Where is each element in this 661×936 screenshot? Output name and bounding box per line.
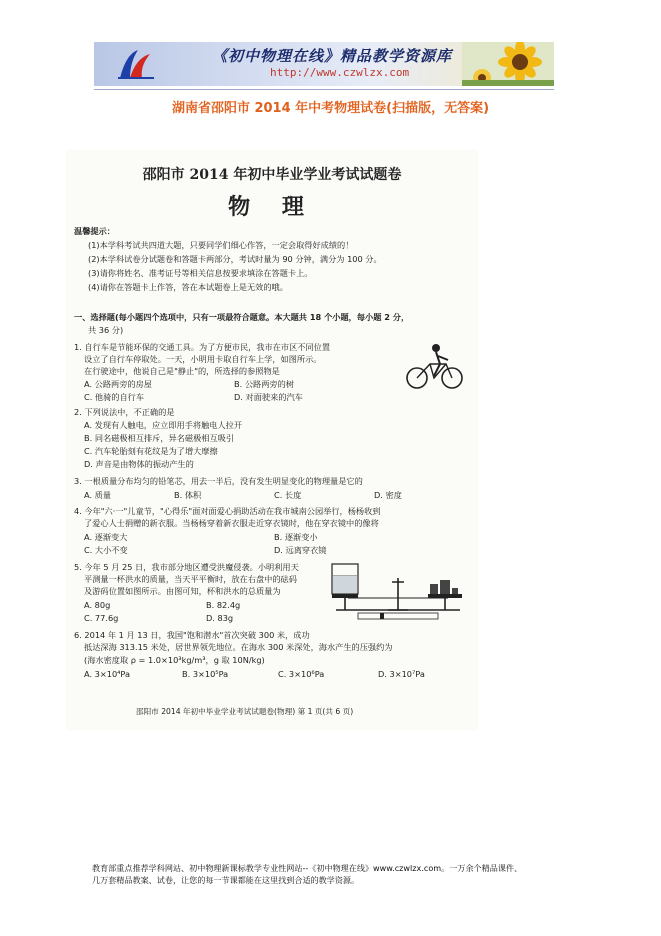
question-6-line: (海水密度取 ρ = 1.0×10³kg/m³，g 取 10N/kg): [84, 655, 265, 665]
question-4-line: 4. 今年"六·一"儿童节，"心得乐"面对面爱心捐助活动在我市城南公园举行，杨杨收到: [74, 506, 381, 516]
question-4-line: 了爱心人士捐赠的新衣服。当杨杨穿着新衣服走近穿衣镜时，他在穿衣镜中的像将: [84, 518, 379, 528]
option-d: D. 对面驶来的汽车: [234, 392, 303, 402]
option-a: A. 3×10⁴Pa: [84, 669, 131, 679]
question-1-line: 设立了自行车停取处。一天，小明用卡取自行车上学，如图所示。: [84, 354, 322, 364]
option-d: D. 83g: [206, 613, 234, 623]
tip-item: (3)请你将姓名、准考证号等相关信息按要求填涂在答题卡上。: [88, 268, 313, 278]
question-3-line: 3. 一根质量分布均匀的铅笔芯，用去一半后，没有发生明显变化的物理量是它的: [74, 476, 363, 486]
option-c: C. 汽车轮胎刻有花纹是为了增大摩擦: [84, 446, 218, 456]
option-d: D. 3×10⁷Pa: [378, 669, 425, 679]
header-divider: [94, 89, 554, 90]
banner-title: 《初中物理在线》精品教学资源库: [212, 47, 453, 65]
exam-title: 邵阳市 2014 年初中毕业学业考试试题卷: [142, 167, 402, 183]
question-1-line: 1. 自行车是节能环保的交通工具。为了方便市民，我市在市区不同位置: [74, 342, 331, 352]
option-b: B. 公路两旁的树: [234, 379, 294, 389]
option-c: C. 长度: [274, 490, 302, 500]
option-b: B. 82.4g: [206, 600, 241, 610]
option-b: B. 逐渐变小: [274, 532, 318, 542]
option-b: B. 同名磁极相互排斥，异名磁极相互吸引: [84, 433, 235, 443]
site-banner: [94, 42, 554, 86]
banner-url[interactable]: http://www.czwlzx.com: [270, 66, 410, 79]
question-5-line: 平测量一杯洪水的质量，当天平平衡时，放在右盘中的砝码: [84, 574, 297, 584]
option-b: B. 3×10⁵Pa: [182, 669, 229, 679]
option-d: D. 声音是由物体的振动产生的: [84, 459, 194, 469]
question-5-line: 5. 今年 5 月 25 日，我市部分地区遭受洪魔侵袭。小明利用天: [74, 562, 299, 572]
question-6-line: 6. 2014 年 1 月 13 日，我国"饱和潜水"首次突破 300 米，成功: [74, 630, 310, 640]
exam-subject: 物 理: [228, 194, 316, 220]
exam-page-footer: 邵阳市 2014 年初中毕业学业考试试题卷(物理) 第 1 页(共 6 页): [136, 707, 354, 716]
option-d: D. 远离穿衣镜: [274, 545, 327, 555]
question-1-line: 在行驶途中，他说自己是"静止"的，所选择的参照物是: [84, 366, 280, 376]
sunflower-image: [462, 42, 554, 86]
option-c: C. 77.6g: [84, 613, 119, 623]
tip-item: (2)本学科试卷分试题卷和答题卡两部分，考试时量为 90 分钟，满分为 100 分。: [88, 254, 382, 264]
option-a: A. 逐渐变大: [84, 532, 128, 542]
tips-heading: 温馨提示：: [74, 226, 115, 236]
footer-line: 教育部重点推荐学科网站、初中物理新课标教学专业性网站--《初中物理在线》www.czwlzx.com。一万余个精品课件、: [92, 863, 523, 873]
option-d: D. 密度: [374, 490, 402, 500]
section-heading-cont: 共 36 分): [88, 325, 124, 335]
bicycle-rider-figure: [404, 342, 466, 390]
option-a: A. 发现有人触电，应立即用手将触电人拉开: [84, 420, 243, 430]
option-c: C. 3×10⁶Pa: [278, 669, 325, 679]
option-c: C. 他骑的自行车: [84, 392, 145, 402]
question-2-line: 2. 下列说法中，不正确的是: [74, 407, 175, 417]
tip-item: (1)本学科考试共四道大题，只要同学们细心作答，一定会取得好成绩的！: [88, 240, 354, 250]
footer-line: 几万套精品教案、试卷，让您的每一节课都能在这里找到合适的教学资源。: [92, 875, 360, 885]
page-title: 湖南省邵阳市 2014 年中考物理试卷(扫描版，无答案): [171, 101, 490, 116]
section-heading: 一、选择题(每小题四个选项中，只有一项最符合题意。本大题共 18 个小题，每小题 2 分，: [74, 312, 410, 322]
option-a: A. 80g: [84, 600, 111, 610]
option-a: A. 公路两旁的房屋: [84, 379, 152, 389]
option-b: B. 体积: [174, 490, 202, 500]
tip-item: (4)请你在答题卡上作答，答在本试题卷上是无效的哦。: [88, 282, 288, 292]
question-5-line: 及游码位置如图所示。由图可知，杯和洪水的总质量为: [84, 586, 281, 596]
question-6-line: 抵达深海 313.15 米处，居世界领先地位。在海水 300 米深处，海水产生的压强约为: [84, 642, 393, 652]
option-c: C. 大小不变: [84, 545, 128, 555]
scanned-exam-page: [66, 150, 478, 730]
balance-scale-figure: [328, 558, 468, 622]
site-footer: [92, 862, 582, 886]
option-a: A. 质量: [84, 490, 112, 500]
site-logo-icon: [116, 48, 156, 80]
